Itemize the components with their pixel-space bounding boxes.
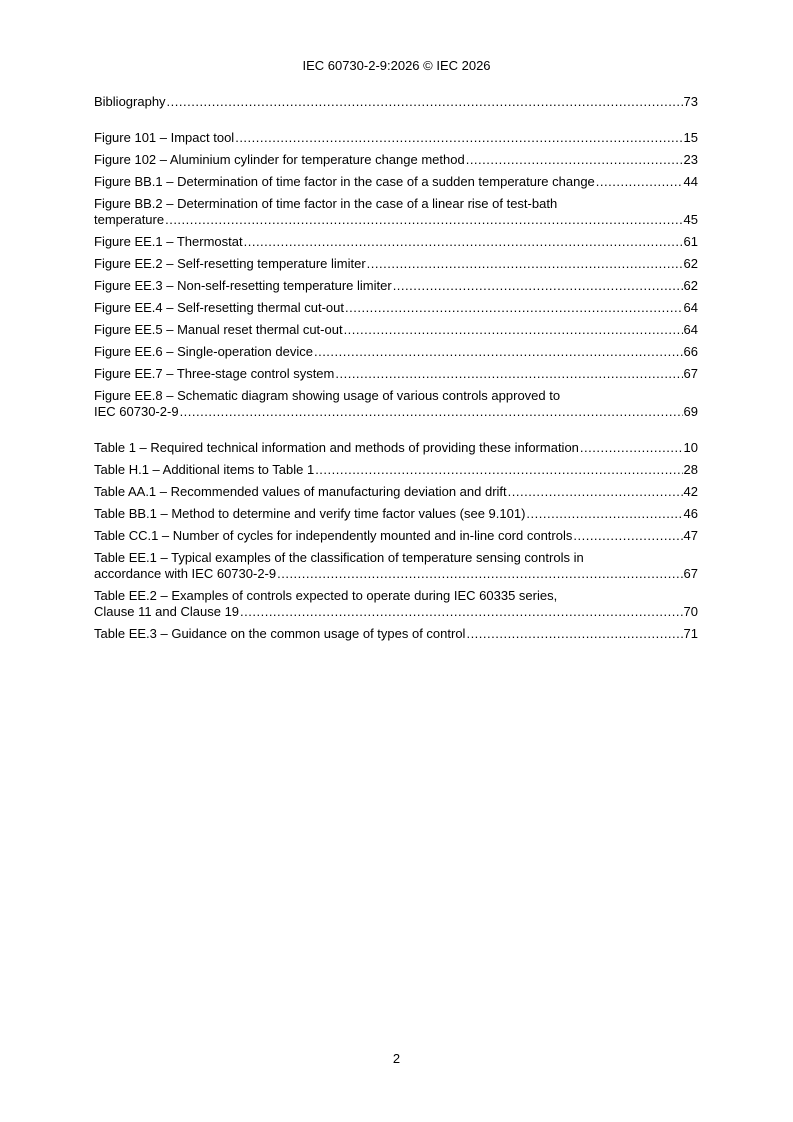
- table-entry[interactable]: [94, 440, 698, 456]
- table-entry[interactable]: [94, 550, 698, 582]
- toc-entry-title-line1: Table EE.2 – Examples of controls expected to operate during IEC 60335 series,: [94, 588, 558, 603]
- figure-entry[interactable]: [94, 152, 698, 168]
- toc-entry-title: Figure EE.1 – Thermostat: [94, 234, 243, 249]
- toc-entry-page: 44: [683, 174, 698, 189]
- leader-dots: [345, 300, 683, 316]
- toc-entry-page: 45: [683, 212, 698, 227]
- toc-entry-page: 47: [683, 528, 698, 543]
- toc-entry-title: Figure EE.2 – Self-resetting temperature limiter: [94, 256, 366, 271]
- toc-entry-title: Figure EE.5 – Manual reset thermal cut-out: [94, 322, 343, 337]
- toc-entry-title: Figure EE.7 – Three-stage control system: [94, 366, 335, 381]
- leader-dots: [580, 440, 683, 456]
- toc-entry-second-line: [94, 404, 698, 420]
- leader-dots: [526, 506, 682, 522]
- table-entry[interactable]: [94, 484, 698, 500]
- toc-entry-second-line: [94, 566, 698, 582]
- toc-entry-page: 46: [683, 506, 698, 521]
- toc-entry-page: 73: [683, 94, 698, 109]
- leader-dots: [508, 484, 683, 500]
- list-of-tables: [94, 440, 698, 642]
- toc-entry-title-line1: Figure EE.8 – Schematic diagram showing usage of various controls approved to: [94, 388, 561, 403]
- toc-entry-title-line2: IEC 60730-2-9: [94, 404, 179, 419]
- figure-entry[interactable]: [94, 256, 698, 272]
- toc-entry-title-line2: temperature: [94, 212, 165, 227]
- toc-entry-page: 71: [683, 626, 698, 641]
- toc-entry-page: 64: [683, 300, 698, 315]
- toc-entry-second-line: [94, 212, 698, 228]
- toc-entry-page: 70: [683, 604, 698, 619]
- toc-entry-title: Figure EE.4 – Self-resetting thermal cut-out: [94, 300, 345, 315]
- toc-entry-title-line1: Figure BB.2 – Determination of time factor in the case of a linear rise of test-bath: [94, 196, 558, 211]
- toc-entry-page: 67: [683, 366, 698, 381]
- toc-entry-title: Figure BB.1 – Determination of time factor in the case of a sudden temperature change: [94, 174, 595, 189]
- toc-entry-page: 15: [683, 130, 698, 145]
- toc-entry-title: Table BB.1 – Method to determine and verify time factor values (see 9.101): [94, 506, 526, 521]
- toc-entry-page: 67: [683, 566, 698, 581]
- toc-entry-page: 10: [683, 440, 698, 455]
- table-entry[interactable]: [94, 528, 698, 544]
- toc-entry-page: 61: [683, 234, 698, 249]
- table-entry[interactable]: [94, 506, 698, 522]
- toc-entry-page: 66: [683, 344, 698, 359]
- leader-dots: [244, 234, 683, 250]
- leader-dots: [314, 344, 683, 360]
- page-header: IEC 60730-2-9:2026 © IEC 2026: [302, 58, 491, 73]
- leader-dots: [335, 366, 682, 382]
- leader-dots: [573, 528, 682, 544]
- toc-entry-page: 62: [683, 278, 698, 293]
- figure-entry[interactable]: [94, 196, 698, 228]
- toc-entry-title-line2: Clause 11 and Clause 19: [94, 604, 240, 619]
- toc-entry-title: Table 1 – Required technical information and methods of providing these information: [94, 440, 579, 455]
- figure-entry[interactable]: [94, 300, 698, 316]
- toc-entry-title-line2: accordance with IEC 60730-2-9: [94, 566, 277, 581]
- figure-entry[interactable]: [94, 234, 698, 250]
- toc-entry-page: 64: [683, 322, 698, 337]
- toc-entry-title: Table CC.1 – Number of cycles for independently mounted and in-line cord controls: [94, 528, 573, 543]
- leader-dots: [344, 322, 683, 338]
- leader-dots: [596, 174, 683, 190]
- leader-dots: [180, 404, 683, 420]
- toc-entry-title-line1: Table EE.1 – Typical examples of the classification of temperature sensing controls in: [94, 550, 584, 565]
- leader-dots: [167, 94, 683, 110]
- toc-entry-page: 28: [683, 462, 698, 477]
- toc-entry-page: 42: [683, 484, 698, 499]
- leader-dots: [235, 130, 682, 146]
- leader-dots: [315, 462, 682, 478]
- leader-dots: [165, 212, 682, 228]
- leader-dots: [277, 566, 682, 582]
- list-of-figures: [94, 130, 698, 420]
- table-entry[interactable]: [94, 626, 698, 642]
- leader-dots: [240, 604, 683, 620]
- toc-entry-second-line: [94, 604, 698, 620]
- figure-entry[interactable]: [94, 130, 698, 146]
- toc-entry-page: 69: [683, 404, 698, 419]
- toc-entry-bibliography[interactable]: [94, 94, 698, 110]
- table-entry[interactable]: [94, 462, 698, 478]
- leader-dots: [466, 626, 682, 642]
- page-number: 2: [392, 1051, 401, 1066]
- toc-entry-title: Figure 102 – Aluminium cylinder for temperature change method: [94, 152, 465, 167]
- leader-dots: [393, 278, 683, 294]
- toc-entry-title: Figure EE.3 – Non-self-resetting temperature limiter: [94, 278, 392, 293]
- toc-entry-title: Figure EE.6 – Single-operation device: [94, 344, 313, 359]
- toc-entry-title: Figure 101 – Impact tool: [94, 130, 235, 145]
- toc-entry-title: Table EE.3 – Guidance on the common usage of types of control: [94, 626, 466, 641]
- table-entry[interactable]: [94, 588, 698, 620]
- toc-entry-title: Table AA.1 – Recommended values of manufacturing deviation and drift: [94, 484, 507, 499]
- toc-entry-page: 62: [683, 256, 698, 271]
- figure-entry[interactable]: [94, 174, 698, 190]
- table-of-contents: [94, 94, 698, 662]
- leader-dots: [466, 152, 683, 168]
- toc-entry-title: Bibliography: [94, 94, 166, 109]
- toc-entry-title: Table H.1 – Additional items to Table 1: [94, 462, 315, 477]
- figure-entry[interactable]: [94, 366, 698, 382]
- figure-entry[interactable]: [94, 388, 698, 420]
- bibliography-group: [94, 94, 698, 110]
- figure-entry[interactable]: [94, 344, 698, 360]
- leader-dots: [367, 256, 683, 272]
- figure-entry[interactable]: [94, 278, 698, 294]
- figure-entry[interactable]: [94, 322, 698, 338]
- toc-entry-page: 23: [683, 152, 698, 167]
